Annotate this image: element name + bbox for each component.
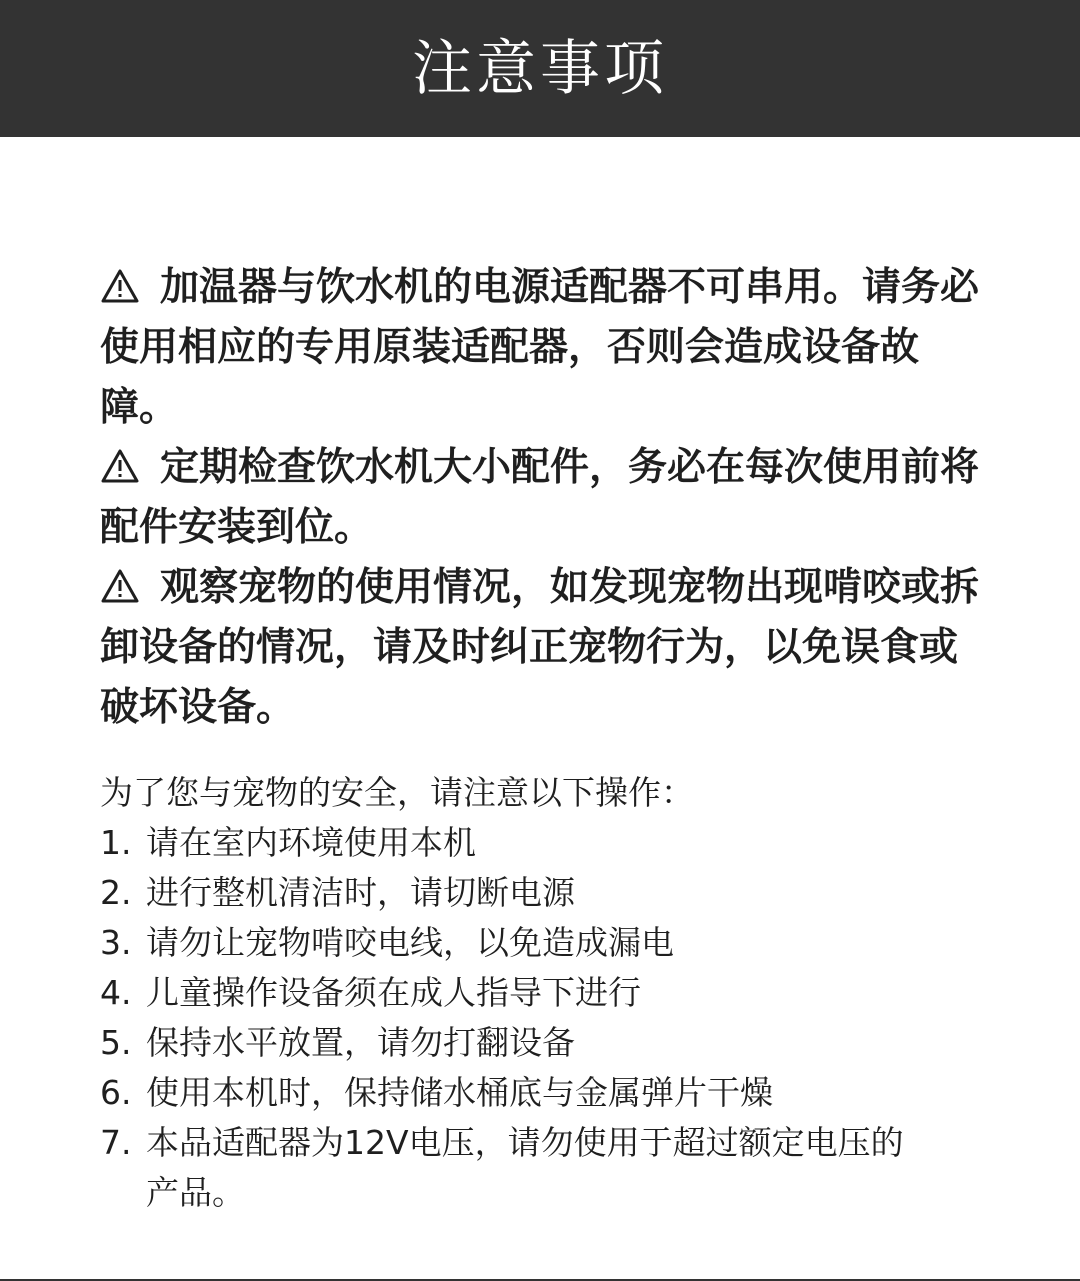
list-item	[100, 1068, 980, 1118]
header-bar	[0, 0, 1080, 137]
list-number: 5.	[100, 1023, 132, 1062]
warning-item	[100, 258, 980, 438]
list-item	[100, 918, 980, 968]
list-number: 2.	[100, 873, 132, 912]
list-number: 1.	[100, 823, 132, 862]
list-text: 本品适配器为12V电压，请勿使用于超过额定电压的产品。	[146, 1123, 904, 1212]
list-text: 保持水平放置，请勿打翻设备	[146, 1023, 575, 1062]
list-item	[100, 1118, 980, 1218]
warning-triangle-icon	[100, 448, 140, 484]
warning-text: 观察宠物的使用情况，如发现宠物出现啃咬或拆卸设备的情况，请及时纠正宠物行为，以免误食或破坏设备。	[100, 565, 980, 730]
list-text: 进行整机清洁时，请切断电源	[146, 873, 575, 912]
list-text: 请在室内环境使用本机	[146, 823, 476, 862]
list-text: 请勿让宠物啃咬电线，以免造成漏电	[146, 923, 674, 962]
warning-triangle-icon	[100, 568, 140, 604]
safety-notes-section	[100, 768, 980, 1218]
warning-item	[100, 558, 980, 738]
notes-intro: 为了您与宠物的安全，请注意以下操作：	[100, 773, 694, 812]
page-title: 注意事项	[412, 33, 668, 104]
warnings-section	[100, 258, 980, 738]
list-item	[100, 968, 980, 1018]
warning-item	[100, 438, 980, 558]
warning-triangle-icon	[100, 268, 140, 304]
list-item	[100, 818, 980, 868]
list-text: 使用本机时，保持储水桶底与金属弹片干燥	[146, 1073, 773, 1112]
list-number: 6.	[100, 1073, 132, 1112]
list-item	[100, 1018, 980, 1068]
warning-text: 加温器与饮水机的电源适配器不可串用。请务必使用相应的专用原装适配器，否则会造成设备故障。	[100, 265, 980, 430]
list-number: 3.	[100, 923, 132, 962]
list-number: 7.	[100, 1123, 132, 1162]
list-item	[100, 868, 980, 918]
list-number: 4.	[100, 973, 132, 1012]
list-text: 儿童操作设备须在成人指导下进行	[146, 973, 641, 1012]
warning-text: 定期检查饮水机大小配件，务必在每次使用前将配件安装到位。	[100, 445, 980, 550]
